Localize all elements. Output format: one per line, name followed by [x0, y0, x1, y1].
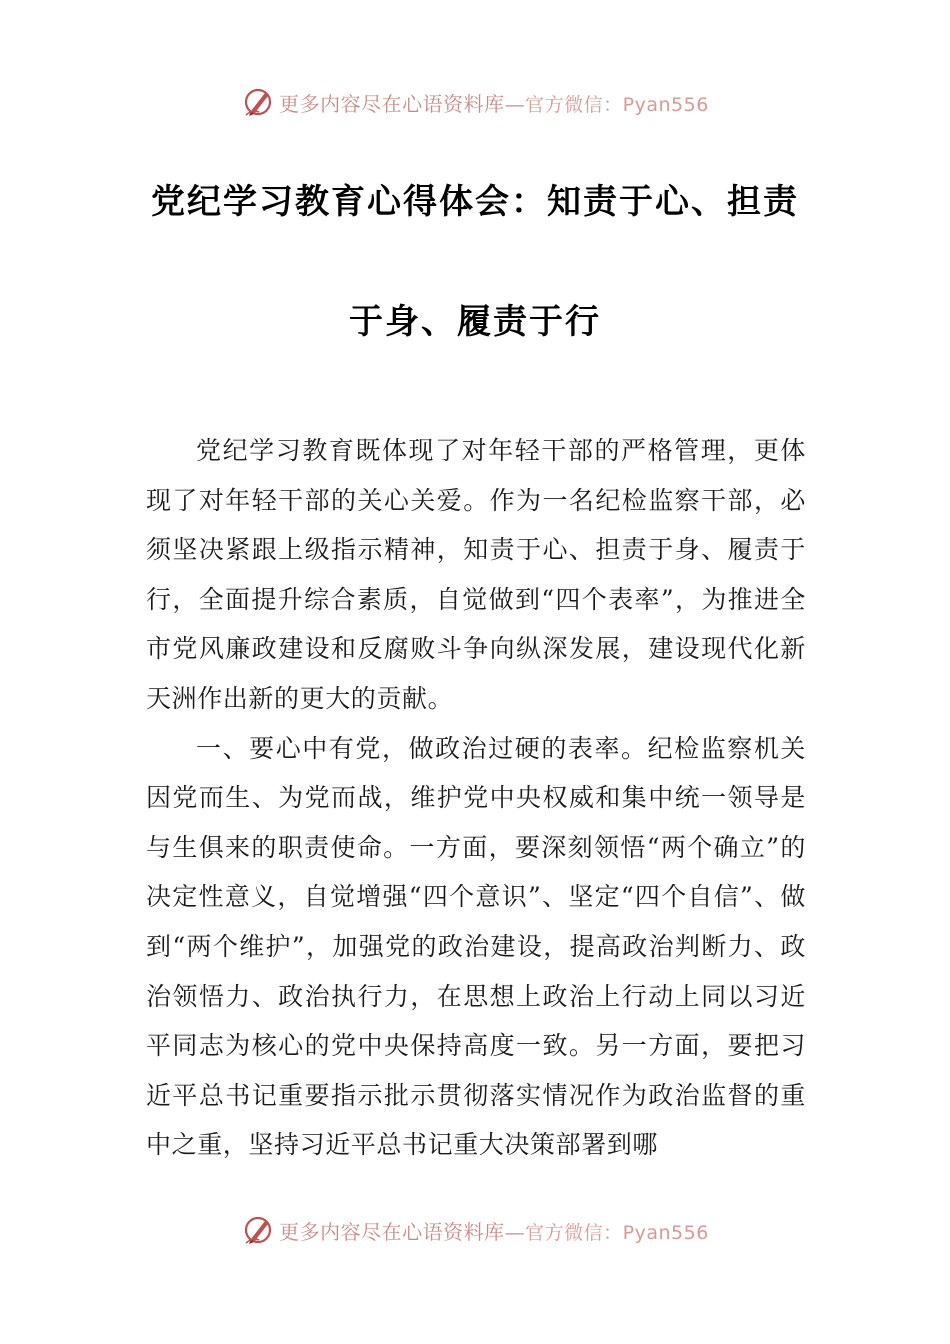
pen-logo-icon [241, 1213, 275, 1247]
watermark-text: 更多内容尽在心语资料库—官方微信：Pyan556 [279, 91, 709, 116]
document-body [146, 426, 806, 1170]
pen-logo-icon [241, 85, 275, 119]
document-title-line1: 党纪学习教育心得体会：知责于心、担责 [151, 182, 799, 222]
watermark-text: 更多内容尽在心语资料库—官方微信：Pyan556 [279, 1219, 709, 1244]
document-title-line2: 于身、履责于行 [349, 302, 601, 342]
watermark-wechat: 官方微信：Pyan556 [525, 93, 709, 116]
watermark-wechat: 官方微信：Pyan556 [525, 1221, 709, 1244]
watermark-banner-top [0, 82, 950, 122]
paragraph: 一、要心中有党，做政治过硬的表率。纪检监察机关因党而生、为党而战，维护党中央权威和集中统一领导是与生俱来的职责使命。一方面，要深刻领悟“两个确立”的决定性意义，自觉增强“四个意识”、坚定“四个自信”、做到“两个维护”，加强党的政治建设，提高政治判断力、政治领悟力、政治执行力，在思想上政治上行动上同以习近平同志为核心的党中央保持高度一致。另一方面，要把习近平总书记重要指示批示贯彻落实情况作为政治监督的重中之重，坚持习近平总书记重大决策部署到哪 [146, 733, 806, 1160]
paragraph: 党纪学习教育既体现了对年轻干部的严格管理，更体现了对年轻干部的关心关爱。作为一名纪检监察干部，必须坚决紧跟上级指示精神，知责于心、担责于身、履责于行，全面提升综合素质，自觉做到“四个表率”，为推进全市党风廉政建设和反腐败斗争向纵深发展，建设现代化新天洲作出新的更大的贡献。 [146, 436, 806, 713]
watermark-banner-bottom [0, 1210, 950, 1250]
